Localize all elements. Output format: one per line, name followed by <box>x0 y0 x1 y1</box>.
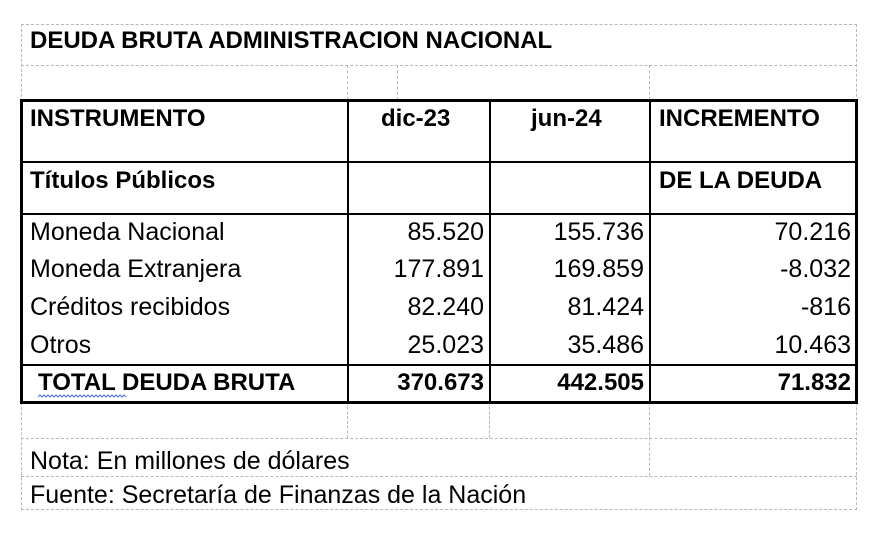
grid-line <box>397 65 399 100</box>
grid-line <box>21 65 857 67</box>
row-increment-value: 10.463 <box>774 331 851 359</box>
row-increment-value: -816 <box>800 293 851 321</box>
header-increment: INCREMENTO <box>659 105 820 132</box>
grid-line <box>347 402 349 438</box>
row-label: Créditos recibidos <box>30 293 231 321</box>
column-divider <box>649 100 651 403</box>
grid-line <box>347 65 349 100</box>
total-increment-value: 71.832 <box>777 369 851 396</box>
row-increment-value: -8.032 <box>780 255 851 283</box>
spellcheck-underline <box>38 394 126 398</box>
header-increment-line2: DE LA DEUDA <box>659 167 823 194</box>
header-jun-24: jun-24 <box>531 105 602 132</box>
row-increment-value: 70.216 <box>774 218 851 246</box>
row-dic-value: 82.240 <box>407 293 484 321</box>
header-instrument: INSTRUMENTO <box>30 105 206 132</box>
note-text: Nota: En millones de dólares <box>30 447 350 475</box>
total-jun-value: 442.505 <box>557 369 644 396</box>
row-jun-value: 169.859 <box>553 255 644 283</box>
header-dic-23: dic-23 <box>381 105 451 132</box>
row-label: Moneda Nacional <box>30 218 225 246</box>
column-divider <box>347 100 349 403</box>
row-label: Otros <box>30 331 92 359</box>
body-separator <box>21 213 856 215</box>
row-jun-value: 35.486 <box>567 331 644 359</box>
grid-line <box>21 438 857 440</box>
header-separator <box>21 161 856 163</box>
row-dic-value: 25.023 <box>407 331 484 359</box>
total-label: TOTAL DEUDA BRUTA <box>38 369 296 396</box>
row-jun-value: 155.736 <box>553 218 644 246</box>
row-jun-value: 81.424 <box>567 293 644 321</box>
table-title: DEUDA BRUTA ADMINISTRACION NACIONAL <box>30 27 553 54</box>
row-dic-value: 85.520 <box>407 218 484 246</box>
total-dic-value: 370.673 <box>397 369 484 396</box>
grid-line <box>649 65 651 100</box>
grid-line <box>649 402 651 476</box>
grid-line <box>21 476 857 478</box>
total-separator <box>21 364 856 366</box>
row-label: Moneda Extranjera <box>30 255 242 283</box>
source-text: Fuente: Secretaría de Finanzas de la Nación <box>30 481 527 509</box>
column-divider <box>489 100 491 403</box>
row-dic-value: 177.891 <box>393 255 484 283</box>
grid-line <box>489 402 491 438</box>
subheader-titulos-publicos: Títulos Públicos <box>30 167 216 194</box>
